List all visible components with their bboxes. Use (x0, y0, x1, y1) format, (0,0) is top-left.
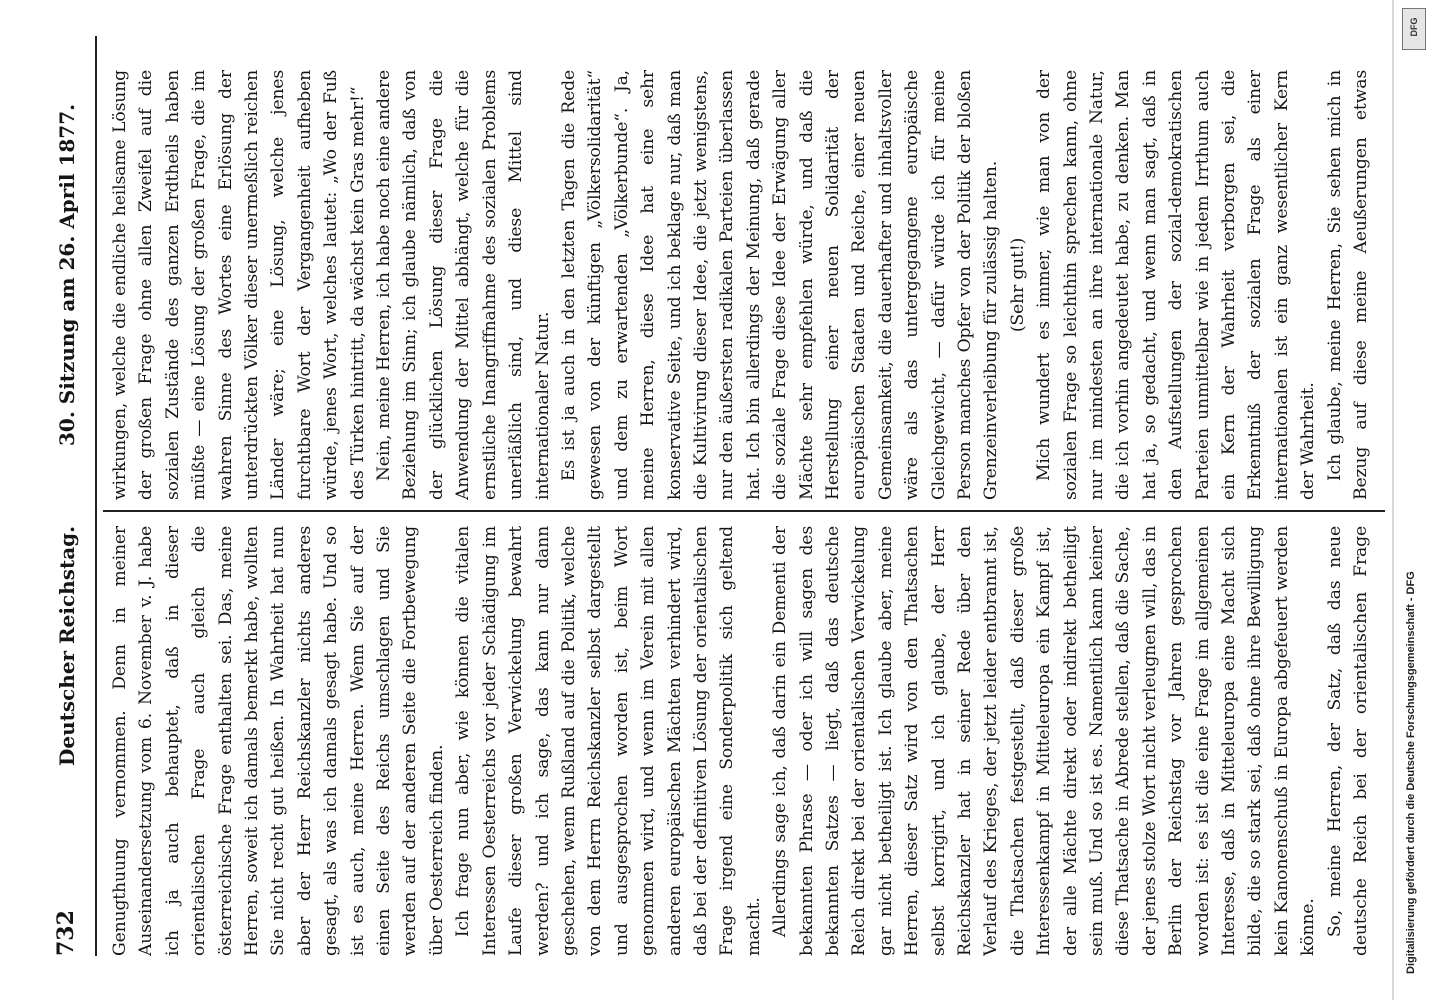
dfg-logo-text: DFG (1409, 17, 1419, 37)
digitization-credit (1403, 54, 1427, 974)
column-divider (103, 510, 1385, 512)
right-paragraph-2: Nein, meine Herren, ich habe noch eine andere Beziehung im Sinn; ich glaube nämlich, daß von der glücklichen Lösung dieser Frage die Anwendung der Mittel abhängt, welche für die ernstliche Inangriffnahme des sozialen Problems unerläßlich sind, und diese Mittel sind internationaler Natur. (374, 70, 553, 500)
page-number: 732 (53, 910, 79, 956)
header-rule (95, 36, 97, 956)
applause-note: (Sehr gut!) (1007, 237, 1028, 333)
left-paragraph-2: Ich frage nun aber, wie können die vitalen Interessen Oesterreichs vor jeder Schädigung im Laufe dieser großen Verwickelung bewahrt werden? und ich sage, das kann nur dann geschehen, wenn Rußland auf die Politik, welche von dem Herrn Reichskanzler selbst dargestellt und ausgesprochen worden ist, beim Wort genommen wird, und wenn im Verein mit allen anderen europäischen Mächten verhindert wird, daß bei der definitiven Lösung der orientalischen Frage irgend eine Sonderpolitik sich geltend macht. (453, 526, 764, 956)
left-column (107, 526, 1377, 956)
left-paragraph-4: So, meine Herren, der Satz, daß das neue deutsche Reich bei der orientalischen Frage (1324, 526, 1372, 956)
digitization-credit-text: Digitalisierung gefördert durch die Deutsche Forschungsgemeinschaft - DFG (1405, 571, 1417, 974)
right-paragraph-1: wirkungen, welche die endliche heilsame Lösung der großen Frage ohne allen Zweifel auf die sozialen Zustände des ganzen Erdtheils haben müßte — eine Lösung der großen Frage, die im wahren Sinne des Wortes eine Erlösung der unterdrückten Völker dieser unermeßlich reichen Länder wäre; eine Lösung, welche jenes furchtbare Wort der Vergangenheit aufheben würde, jenes Wort, welches lautet: „Wo der Fuß des Türken hintritt, da wächst kein Gras mehr!“ (110, 70, 368, 500)
page-header (47, 36, 93, 956)
dfg-logo (1402, 8, 1426, 50)
header-left-title: Deutscher Reichstag. (55, 525, 79, 766)
header-right-title: 30. Sitzung am 26. April 1877. (55, 103, 79, 446)
scan-edge (1392, 0, 1394, 1000)
right-column (107, 70, 1377, 500)
newspaper-page (33, 30, 1399, 970)
right-paragraph-5: Mich wundert es immer, wie man von der sozialen Frage so leichthin sprechen kann, ohne nur im mindesten an ihre internationale Natur, die ich vorhin angedeutet habe, zu denken. Man hat ja, so gedacht, und wenn man sagt, daß in den Aufstellungen der sozial-demokratischen Parteien unmittelbar wie in jedem Irrthum auch ein Kern der Wahrheit verborgen sei, die Erkenntniß der sozialen Frage als einer internationalen ist ein ganz wesentlicher Kern der Wahrheit. (1034, 70, 1319, 500)
right-paragraph-6: Ich glaube, meine Herren, Sie sehen mich in Bezug auf diese meine Aeußerungen etwas (1324, 70, 1372, 500)
left-paragraph-3: Allerdings sage ich, daß darin ein Dementi der bekannten Phrase — oder ich will sagen des bekannten Satzes — liegt, daß das deutsche Reich direkt bei der orientalischen Verwickelung gar nicht betheiligt ist. Ich glaube aber, meine Herren, dieser Satz wird von den Thatsachen selbst korrigirt, und ich glaube, der Herr Reichskanzler hat in seiner Rede über den Verlauf des Krieges, der jetzt leider entbrannt ist, die Thatsachen festgestellt, daß dieser große Interessenkampf in Mitteleuropa ein Kampf ist, der alle Mächte direkt oder indirekt betheiligt sein muß. Und so ist es. Namentlich kann keiner diese Thatsache in Abrede stellen, daß die Sache, der jenes stolze Wort nicht verleugnen will, das in Berlin der Reichstag vor Jahren gesprochen worden ist: es ist die eine Frage im allgemeinen Interesse, daß in Mitteleuropa eine Macht sich bilde, die so stark sei, daß ohne ihre Bewilligung kein Kanonenschuß in Europa abgefeuert werden könne. (770, 526, 1319, 956)
right-paragraph-3: Es ist ja auch in den letzten Tagen die Rede gewesen von der künftigen „Völkersolidarität“ und dem zu erwartenden „Völkerbunde“. Ja, meine Herren, diese Idee hat eine sehr konservative Seite, und ich beklage nur, daß man die Kultivirung dieser Idee, die jetzt wenigstens, nur den äußersten radikalen Parteien überlassen hat. Ich bin allerdings der Meinung, daß gerade die soziale Frage diese Idee der Erwägung aller Mächte sehr empfehlen würde, und daß die Herstellung einer neuen Solidarität der europäischen Staaten und Reiche, einer neuen Gemeinsamkeit, die dauerhafter und inhaltsvoller wäre als das untergegangene europäische Gleichgewicht, — dafür würde ich für meine Person manches Opfer von der Politik der bloßen Grenzeinverleibung für zulässig halten. (558, 70, 1002, 500)
left-paragraph-1: Genugthuung vernommen. Denn in meiner Auseinandersetzung vom 6. November v. J. habe ich ja auch behauptet, daß in dieser orientalischen Frage auch gleich die österreichische Frage enthalten sei. Das, meine Herren, soweit ich damals bemerkt habe, wollten Sie nicht recht gut heißen. In Wahrheit hat nun aber der Herr Reichskanzler nichts anderes gesagt, als was ich damals gesagt habe. Und so ist es auch, meine Herren. Wenn Sie auf der einen Seite des Reichs umschlagen und Sie werden auf der anderen Seite die Fortbewegung über Oesterreich finden. (110, 526, 447, 956)
